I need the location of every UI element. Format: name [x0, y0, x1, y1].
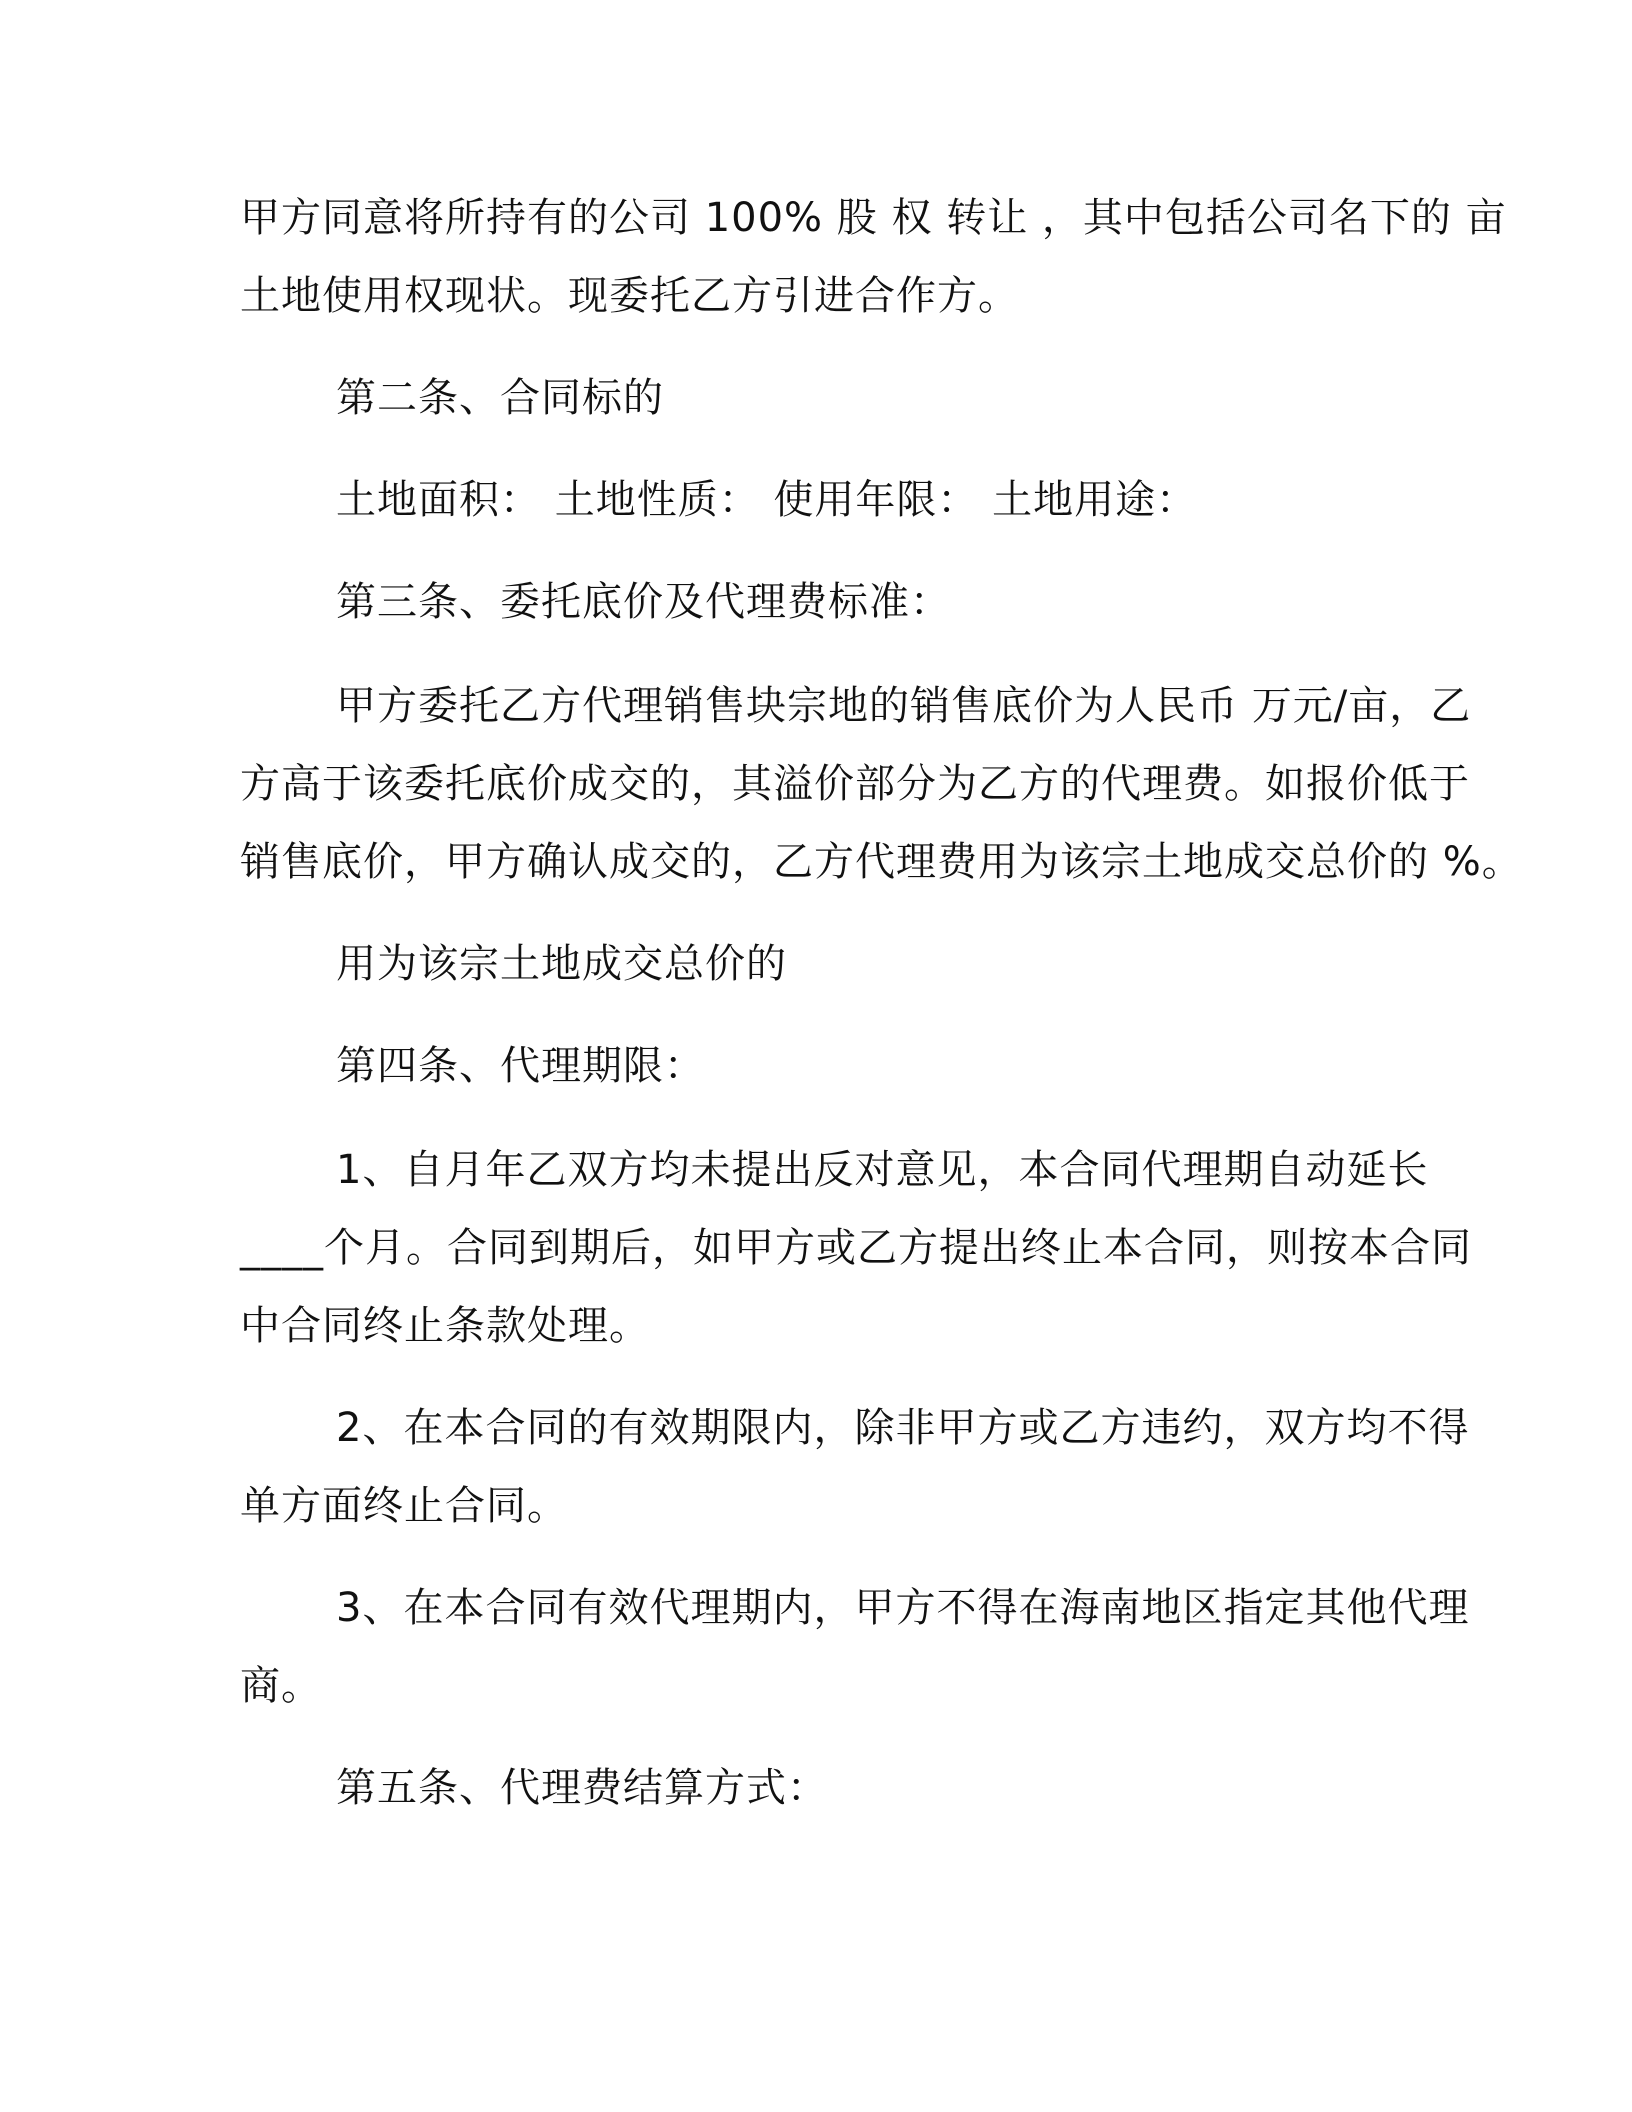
heading-article-3: 第三条、委托底价及代理费标准：	[336, 579, 951, 625]
clause-3-line-2: 商。	[240, 1663, 322, 1709]
heading-article-4: 第四条、代理期限：	[336, 1043, 705, 1089]
land-fields-line: 土地面积： 土地性质： 使用年限： 土地用途：	[336, 477, 1198, 523]
clause-2-line-2: 单方面终止合同。	[240, 1483, 568, 1529]
para-base-price-line-1: 甲方委托乙方代理销售块宗地的销售底价为人民币 万元/亩，乙	[336, 683, 1472, 729]
clause-1-line-2: ____个月。合同到期后，如甲方或乙方提出终止本合同，则按本合同	[240, 1225, 1472, 1271]
clause-1-line-3: 中合同终止条款处理。	[240, 1303, 650, 1349]
clause-3-line-1: 3、在本合同有效代理期内，甲方不得在海南地区指定其他代理	[336, 1585, 1470, 1631]
para-fragment: 用为该宗土地成交总价的	[336, 941, 787, 987]
para-equity-transfer-line-2: 土地使用权现状。现委托乙方引进合作方。	[240, 273, 1019, 319]
heading-article-2: 第二条、合同标的	[336, 375, 664, 421]
para-equity-transfer-line-1: 甲方同意将所持有的公司 100% 股 权 转让 ，其中包括公司名下的 亩	[240, 195, 1507, 241]
heading-article-5: 第五条、代理费结算方式：	[336, 1765, 828, 1811]
para-base-price-line-2: 方高于该委托底价成交的，其溢价部分为乙方的代理费。如报价低于	[240, 761, 1470, 807]
clause-1-line-1: 1、自月年乙双方均未提出反对意见，本合同代理期自动延长	[336, 1147, 1429, 1193]
para-base-price-line-3: 销售底价，甲方确认成交的，乙方代理费用为该宗土地成交总价的 %。	[240, 839, 1523, 885]
clause-2-line-1: 2、在本合同的有效期限内，除非甲方或乙方违约，双方均不得	[336, 1405, 1470, 1451]
